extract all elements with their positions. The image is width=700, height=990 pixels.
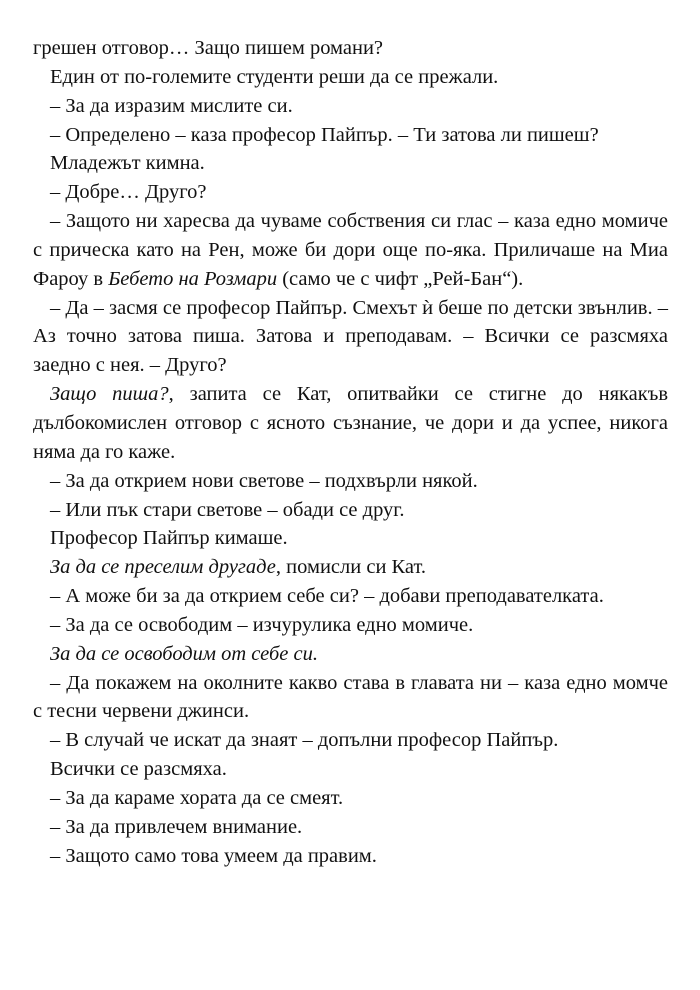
paragraph-text: – Определено – каза професор Пайпър. – Ти затова ли пишеш? <box>50 123 599 146</box>
dialogue-line <box>33 496 668 525</box>
dialogue-line <box>33 611 668 640</box>
dialogue-line <box>33 726 668 755</box>
paragraph-text: Професор Пайпър кимаше. <box>50 527 288 550</box>
paragraph-text: – Да – засмя се професор Пайпър. Смехът ѝ беше по детски звънлив. – Аз точно затова пиша. Затова и преподавам. – Всички се разсмяха заедно с нея. – Друго? <box>33 296 668 377</box>
paragraph <box>33 640 668 669</box>
dialogue-line <box>33 467 668 496</box>
paragraph-text: – Или пък стари светове – обади се друг. <box>50 498 405 521</box>
paragraph-text: грешен отговор… Защо пишем романи? <box>33 37 384 59</box>
dialogue-line <box>33 842 668 871</box>
dialogue-line <box>33 121 668 150</box>
dialogue-line <box>33 813 668 842</box>
dialogue-line <box>33 784 668 813</box>
paragraph-text: – Добре… Друго? <box>50 181 207 204</box>
dialogue-line <box>33 92 668 121</box>
paragraph-text: – Защото само това умеем да правим. <box>50 844 377 867</box>
paragraph-text: , запита се Кат, опитвайки се стигне до някакъв дълбокомислен отговор с ясното съзнание, че дори и да успее, никога няма да го каже. <box>33 383 669 463</box>
paragraph <box>33 63 668 92</box>
dialogue-line <box>33 207 668 294</box>
italic-thought: За да се преселим другаде <box>50 556 276 579</box>
paragraph-text: – За да караме хората да се смеят. <box>50 786 344 809</box>
italic-thought: За да се освободим от себе си. <box>50 642 318 665</box>
italic-book-title: Бебето на Розмари <box>108 267 278 290</box>
paragraph-text: , помисли си Кат. <box>275 556 427 579</box>
paragraph-text: – За да се освободим – изчурулика едно момиче. <box>50 613 474 636</box>
paragraph-text: Всички се разсмяха. <box>50 758 227 781</box>
paragraph <box>33 380 668 467</box>
book-page <box>33 34 668 870</box>
italic-thought: Защо пиша? <box>50 383 169 406</box>
paragraph-text: – За да открием нови светове – подхвърли някой. <box>50 469 478 492</box>
paragraph-text: – За да изразим мислите си. <box>50 94 293 117</box>
paragraph-text: – За да привлечем внимание. <box>50 815 303 838</box>
paragraph-text: Един от по-големите студенти реши да се прежали. <box>50 65 499 88</box>
paragraph-text: – А може би за да открием себе си? – добави преподавателката. <box>50 585 604 608</box>
paragraph <box>33 34 668 63</box>
paragraph-text: – В случай че искат да знаят – допълни професор Пайпър. <box>50 729 559 752</box>
dialogue-line <box>33 178 668 207</box>
paragraph-text: (само че с чифт „Рей-Бан“). <box>277 267 524 290</box>
paragraph-text: Младежът кимна. <box>50 152 205 175</box>
paragraph <box>33 149 668 178</box>
paragraph <box>33 553 668 582</box>
paragraph <box>33 524 668 553</box>
dialogue-line <box>33 582 668 611</box>
paragraph-text: – Защото ни харесва да чуваме собствения си глас – каза едно момиче с прическа като на Рен, може би дори още по-яка. Приличаше на Миа Фароу в <box>33 210 668 290</box>
paragraph-text: – Да покажем на околните какво става в главата ни – каза едно момче с тесни червени джинси. <box>33 671 668 723</box>
paragraph <box>33 755 668 784</box>
dialogue-line <box>33 669 668 727</box>
dialogue-line <box>33 294 668 381</box>
